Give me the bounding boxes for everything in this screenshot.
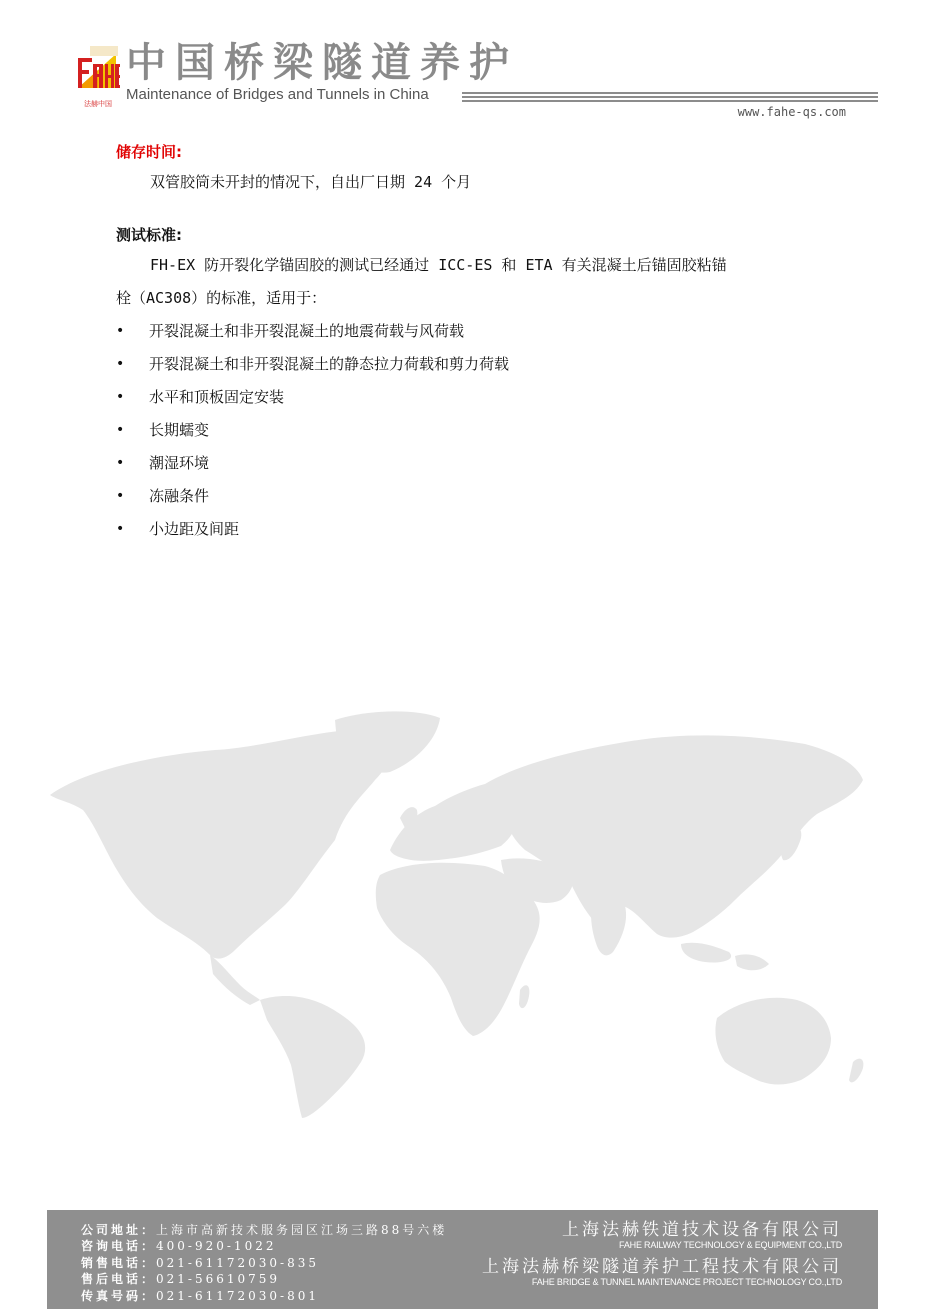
- contact-value: 021-56610759: [156, 1272, 281, 1287]
- standards-list: [116, 315, 836, 546]
- contact-info: [81, 1222, 447, 1304]
- bullet-icon: •: [116, 488, 125, 504]
- company2-en: FAHE BRIDGE & TUNNEL MAINTENANCE PROJECT TECHNOLOGY CO.,LTD: [531, 1277, 842, 1287]
- contact-label: 销售电话：: [81, 1255, 157, 1270]
- contact-value: 021-61172030-801: [156, 1288, 320, 1303]
- contact-value: 400-920-1022: [156, 1239, 277, 1254]
- company1-en: FAHE RAILWAY TECHNOLOGY & EQUIPMENT CO.,LTD: [619, 1240, 842, 1250]
- contact-value: 上海市高新技术服务园区江场三路88号六楼: [156, 1223, 448, 1237]
- world-map-watermark: [45, 700, 875, 1120]
- company1-cn: 上海法赫铁道技术设备有限公司: [562, 1220, 842, 1240]
- header-title-en: Maintenance of Bridges and Tunnels in China: [126, 86, 429, 103]
- contact-label: 咨询电话：: [81, 1239, 157, 1254]
- contact-row-fax: [81, 1288, 447, 1304]
- bullet-icon: •: [116, 389, 125, 405]
- company2-cn: 上海法赫桥梁隧道养护工程技术有限公司: [482, 1257, 842, 1277]
- contact-value: 021-61172030-835: [156, 1255, 320, 1270]
- list-item-text: 小边距及间距: [149, 520, 240, 538]
- list-item-text: 水平和顶板固定安装: [149, 388, 285, 406]
- storage-text: 双管胶筒未开封的情况下，自出厂日期 24 个月: [150, 173, 472, 191]
- document-body: [116, 138, 836, 546]
- standards-intro-line2: 栓（AC308）的标准，适用于：: [116, 289, 327, 307]
- list-item-text: 冻融条件: [149, 487, 210, 505]
- contact-row-inquiry: [81, 1238, 447, 1254]
- list-item: [116, 513, 836, 546]
- standards-intro-line1: FH-EX 防开裂化学锚固胶的测试已经通过 ICC-ES 和 ETA 有关混凝土后锚固胶粘锚: [150, 256, 727, 274]
- contact-label: 传真号码：: [81, 1288, 157, 1303]
- page-header: [0, 0, 926, 130]
- contact-label: 售后电话：: [81, 1272, 157, 1287]
- company-names: [482, 1220, 842, 1288]
- bullet-icon: •: [116, 356, 125, 372]
- header-title-cn: 中国桥梁隧道养护: [126, 40, 518, 86]
- page-footer: [47, 1210, 878, 1309]
- bullet-icon: •: [116, 455, 125, 471]
- list-item: [116, 348, 836, 381]
- logo-caption: 法赫中国: [84, 100, 112, 108]
- header-rule: [462, 92, 878, 102]
- list-item: [116, 414, 836, 447]
- standards-title: 测试标准:: [116, 226, 182, 244]
- bullet-icon: •: [116, 422, 125, 438]
- list-item-text: 长期蠕变: [149, 421, 210, 439]
- list-item: [116, 381, 836, 414]
- list-item: [116, 480, 836, 513]
- list-item: [116, 447, 836, 480]
- contact-label: 公司地址：: [81, 1223, 157, 1237]
- storage-title: 储存时间:: [116, 143, 182, 161]
- list-item: [116, 315, 836, 348]
- list-item-text: 开裂混凝土和非开裂混凝土的地震荷载与风荷载: [149, 322, 465, 340]
- contact-row-sales: [81, 1255, 447, 1271]
- contact-row-address: [81, 1222, 447, 1238]
- bullet-icon: •: [116, 521, 125, 537]
- list-item-text: 开裂混凝土和非开裂混凝土的静态拉力荷载和剪力荷载: [149, 355, 510, 373]
- fahe-logo: [76, 44, 120, 108]
- list-item-text: 潮湿环境: [149, 454, 210, 472]
- website-link[interactable]: www.fahe-qs.com: [737, 105, 846, 119]
- bullet-icon: •: [116, 323, 125, 339]
- contact-row-aftersales: [81, 1271, 447, 1287]
